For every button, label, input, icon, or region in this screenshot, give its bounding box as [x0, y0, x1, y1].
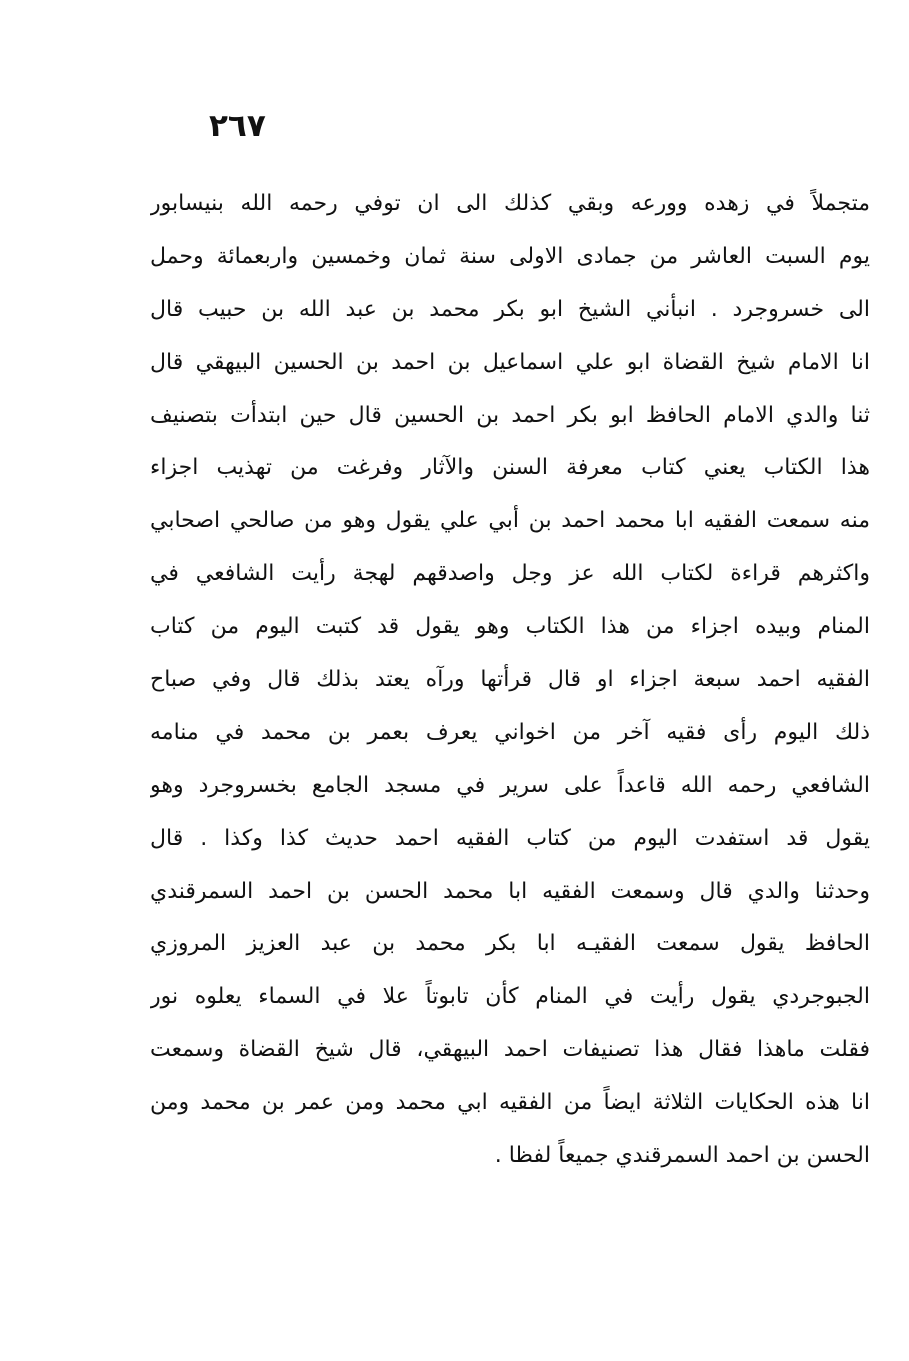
text-line: الفقيه احمد سبعة اجزاء او قال قرأتها ورآه يعتد بذلك قال وفي صباح — [150, 667, 870, 693]
text-line: الحافظ يقول سمعت الفقيـه ابا بكر محمد بن عبد العزيز المروزي — [150, 931, 870, 957]
text-line: واكثرهم قراءة لكتاب الله عز وجل واصدقهم لهجة رأيت الشافعي في — [150, 561, 870, 587]
text-line: متجملاً في زهده وورعه وبقي كذلك الى ان توفي رحمه الله بنيسابور — [150, 191, 870, 216]
text-line: المنام وبيده اجزاء من هذا الكتاب وهو يقول قد كتبت اليوم من كتاب — [150, 614, 870, 640]
text-line: وحدثنا والدي قال وسمعت الفقيه ابا محمد الحسن بن احمد السمرقندي — [150, 878, 870, 904]
text-line: انا الامام شيخ القضاة ابو علي اسماعيل بن احمد بن الحسين البيهقي قال — [150, 349, 870, 375]
text-line: يوم السبت العاشر من جمادى الاولى سنة ثمان وخمسين واربعمائة وحمل — [150, 243, 870, 269]
text-line: ذلك اليوم رأى فقيه آخر من اخواني يعرف بعمر بن محمد في منامه — [150, 719, 870, 745]
text-line: يقول قد استفدت اليوم من كتاب الفقيه احمد حديث كذا وكذا . قال — [150, 825, 870, 851]
page-number: ٢٦٧ — [209, 108, 266, 144]
text-line: الجبوجردي يقول رأيت في المنام كأن تابوتاً علا في السماء يعلوه نور — [150, 984, 870, 1010]
text-line: انا هذه الحكايات الثلاثة ايضاً من الفقيه ابي محمد ومن عمر بن محمد ومن — [150, 1090, 870, 1116]
text-line: الى خسروجرد . انبأني الشيخ ابو بكر محمد بن عبد الله بن حبيب قال — [150, 296, 870, 322]
text-line: فقلت ماهذا فقال هذا تصنيفات احمد البيهقي، قال شيخ القضاة وسمعت — [150, 1037, 870, 1063]
text-line: منه سمعت الفقيه ابا محمد احمد بن أبي علي يقول وهو من صالحي اصحابي — [150, 508, 870, 534]
text-line-last: الحسن بن احمد السمرقندي جميعاً لفظا . — [494, 1143, 870, 1169]
text-line: هذا الكتاب يعني كتاب معرفة السنن والآثار وفرغت من تهذيب اجزاء — [150, 455, 870, 481]
text-line: ثنا والدي الامام الحافظ ابو بكر احمد بن الحسين قال حين ابتدأت بتصنيف — [150, 402, 870, 428]
text-line: الشافعي رحمه الله قاعداً على سرير في مسجد الجامع بخسروجرد وهو — [150, 772, 870, 798]
body-text — [150, 178, 870, 1183]
